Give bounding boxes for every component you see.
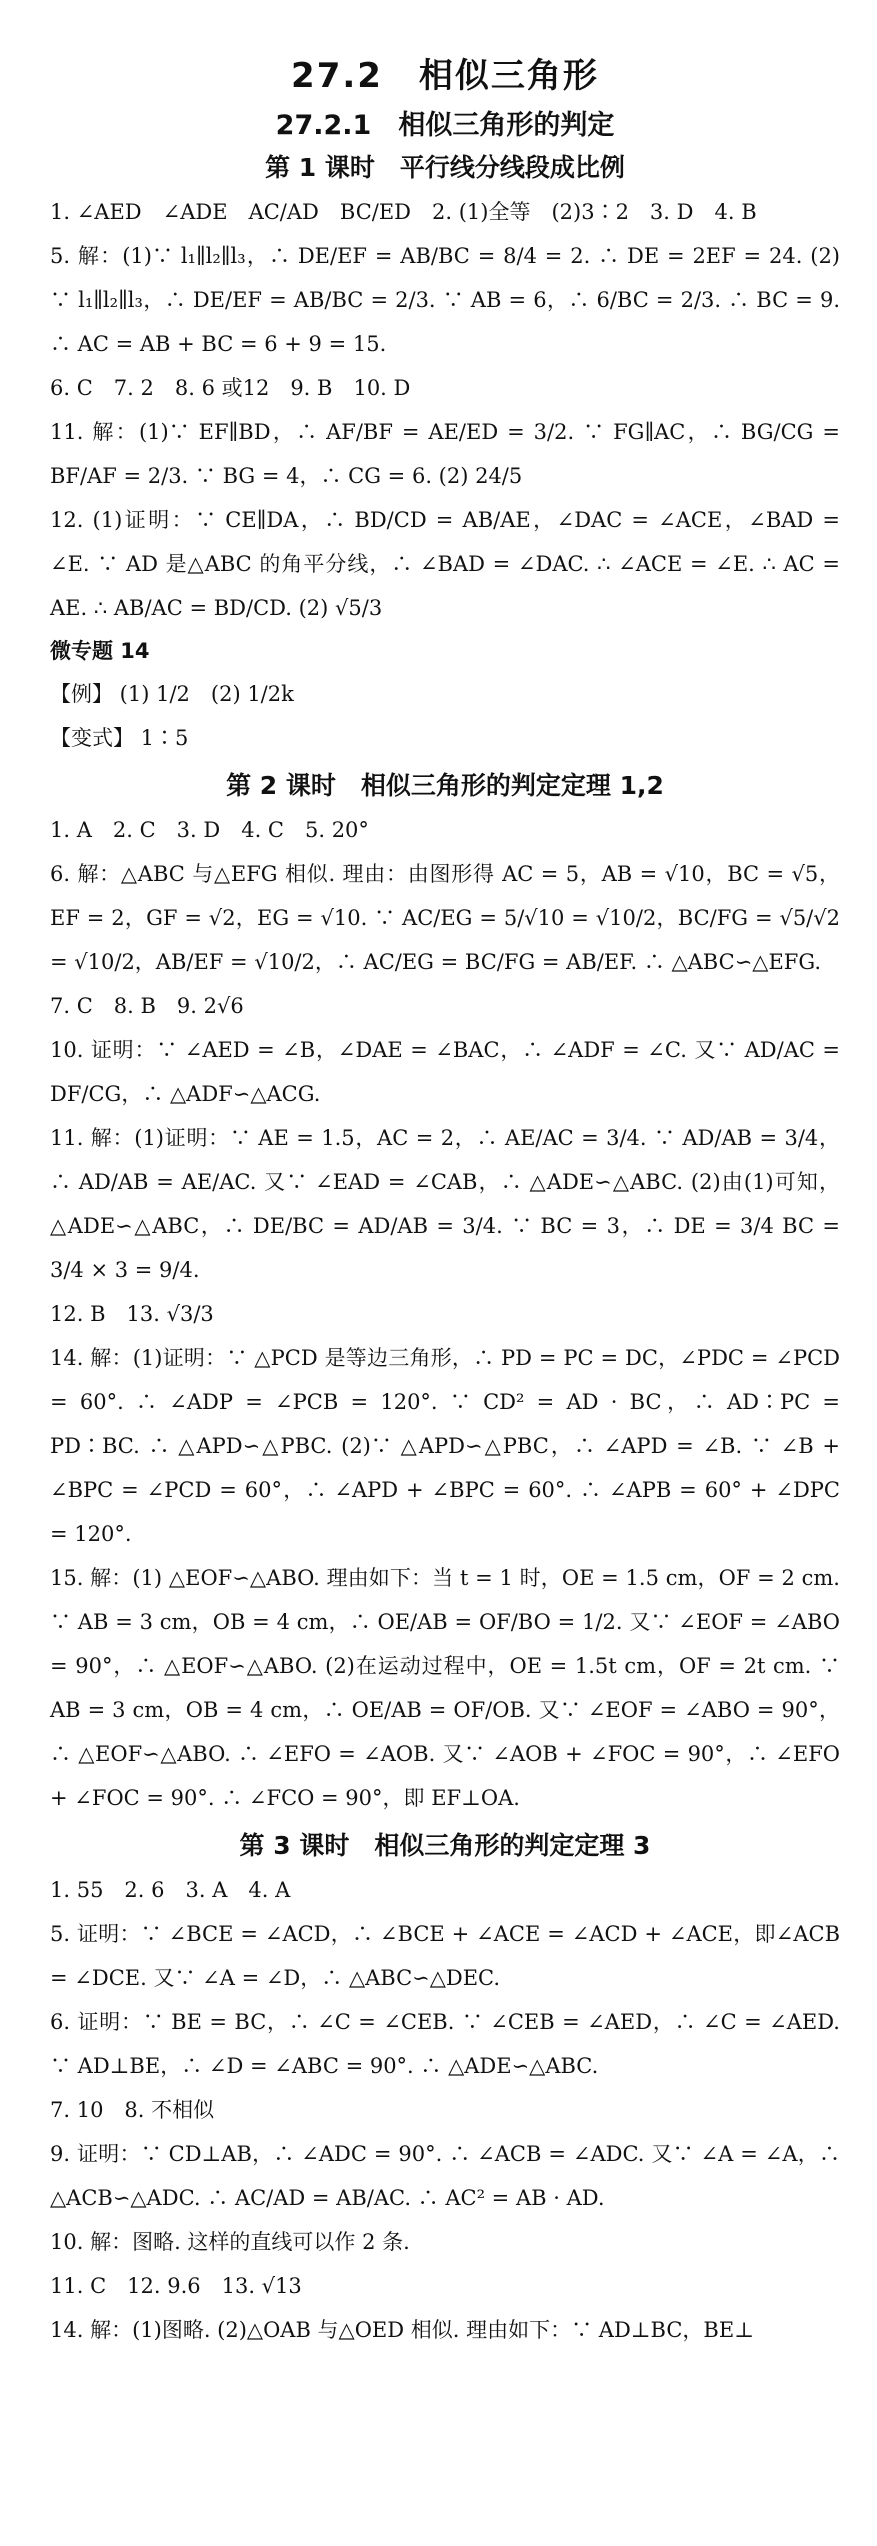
answer-line: 7. 10 8. 不相似 <box>50 2098 215 2122</box>
answer-line: 11. 解：(1)∵ EF∥BD，∴ AF/BF = AE/ED = 3/2. ∵ FG∥AC，∴ BG/CG = BF/AF = 2/3. ∵ BG = 4，∴ CG = 6. (2) 24/5 <box>50 420 840 488</box>
answer-line: 11. C 12. 9.6 13. √13 <box>50 2274 302 2298</box>
answer-line: 6. 证明：∵ BE = BC，∴ ∠C = ∠CEB. ∵ ∠CEB = ∠AED，∴ ∠C = ∠AED. ∵ AD⊥BE，∴ ∠D = ∠ABC = 90°. ∴ △ADE∽△ABC. <box>50 2010 840 2078</box>
variant-line: 【变式】 1∶5 <box>50 726 189 750</box>
answer-page <box>50 48 840 2352</box>
answer-line: 5. 解：(1)∵ l₁∥l₂∥l₃，∴ DE/EF = AB/BC = 8/4 = 2. ∴ DE = 2EF = 24. (2) ∵ l₁∥l₂∥l₃，∴ DE/EF = AB/BC = 2/3. ∵ AB = 6，∴ 6/BC = 2/3. ∴ BC = 9. ∴ AC = AB + BC = 6 + 9 = 15. <box>50 244 840 356</box>
answer-line: 10. 解：图略. 这样的直线可以作 2 条. <box>50 2230 410 2254</box>
lesson-3-title: 第 3 课时 相似三角形的判定定理 3 <box>239 1831 651 1860</box>
section-title: 27.2 相似三角形 <box>291 56 599 96</box>
lesson-1-title: 第 1 课时 平行线分线段成比例 <box>265 153 625 182</box>
answer-line: 14. 解：(1)证明：∵ △PCD 是等边三角形，∴ PD = PC = DC，∠PDC = ∠PCD = 60°. ∴ ∠ADP = ∠PCB = 120°. ∵ CD² = AD · BC，∴ AD∶PC = PD∶BC. ∴ △APD∽△PBC. (2)∵ △APD∽△PBC，∴ ∠APD = ∠B. ∵ ∠B + ∠BPC = ∠PCD = 60°，∴ ∠APD + ∠BPC = 60°. ∴ ∠APB = 60° + ∠DPC = 120°. <box>50 1346 840 1546</box>
answer-line: 6. C 7. 2 8. 6 或12 9. B 10. D <box>50 376 411 400</box>
lesson-2-title: 第 2 课时 相似三角形的判定定理 1,2 <box>226 771 664 800</box>
answer-line: 12. B 13. √3/3 <box>50 1302 214 1326</box>
answer-line: 12. (1)证明：∵ CE∥DA，∴ BD/CD = AB/AE，∠DAC = ∠ACE，∠BAD = ∠E. ∵ AD 是△ABC 的角平分线，∴ ∠BAD = ∠DAC. ∴ ∠ACE = ∠E. ∴ AC = AE. ∴ AB/AC = BD/CD. (2) √5/3 <box>50 508 840 620</box>
answer-line: 1. 55 2. 6 3. A 4. A <box>50 1878 291 1902</box>
answer-line: 1. A 2. C 3. D 4. C 5. 20° <box>50 818 369 842</box>
answer-line: 15. 解：(1) △EOF∽△ABO. 理由如下：当 t = 1 时，OE = 1.5 cm，OF = 2 cm. ∵ AB = 3 cm，OB = 4 cm，∴ OE/AB = OF/BO = 1/2. 又∵ ∠EOF = ∠ABO = 90°，∴ △EOF∽△ABO. (2)在运动过程中，OE = 1.5t cm，OF = 2t cm. ∵ AB = 3 cm，OB = 4 cm，∴ OE/AB = OF/OB. 又∵ ∠EOF = ∠ABO = 90°，∴ △EOF∽△ABO. ∴ ∠EFO = ∠AOB. 又∵ ∠AOB + ∠FOC = 90°，∴ ∠EFO + ∠FOC = 90°. ∴ ∠FCO = 90°，即 EF⊥OA. <box>50 1566 840 1810</box>
special-topic-title: 微专题 14 <box>50 639 150 663</box>
subsection-title: 27.2.1 相似三角形的判定 <box>275 110 615 141</box>
answer-line: 9. 证明：∵ CD⊥AB，∴ ∠ADC = 90°. ∴ ∠ACB = ∠ADC. 又∵ ∠A = ∠A，∴ △ACB∽△ADC. ∴ AC/AD = AB/AC. ∴ AC² = AB · AD. <box>50 2142 840 2210</box>
answer-line: 6. 解：△ABC 与△EFG 相似. 理由：由图形得 AC = 5，AB = √10，BC = √5，EF = 2，GF = √2，EG = √10. ∵ AC/EG = 5/√10 = √10/2，BC/FG = √5/√2 = √10/2，AB/EF = √10/2，∴ AC/EG = BC/FG = AB/EF. ∴ △ABC∽△EFG. <box>50 862 840 974</box>
answer-line: 10. 证明：∵ ∠AED = ∠B，∠DAE = ∠BAC，∴ ∠ADF = ∠C. 又∵ AD/AC = DF/CG，∴ △ADF∽△ACG. <box>50 1038 840 1106</box>
answer-line: 5. 证明：∵ ∠BCE = ∠ACD，∴ ∠BCE + ∠ACE = ∠ACD + ∠ACE，即∠ACB = ∠DCE. 又∵ ∠A = ∠D，∴ △ABC∽△DEC. <box>50 1922 840 1990</box>
answer-line: 14. 解：(1)图略. (2)△OAB 与△OED 相似. 理由如下：∵ AD⊥BC，BE⊥ <box>50 2318 754 2342</box>
answer-line: 7. C 8. B 9. 2√6 <box>50 994 244 1018</box>
answer-line: 11. 解：(1)证明：∵ AE = 1.5，AC = 2，∴ AE/AC = 3/4. ∵ AD/AB = 3/4，∴ AD/AB = AE/AC. 又∵ ∠EAD = ∠CAB，∴ △ADE∽△ABC. (2)由(1)可知，△ADE∽△ABC，∴ DE/BC = AD/AB = 3/4. ∵ BC = 3，∴ DE = 3/4 BC = 3/4 × 3 = 9/4. <box>50 1126 840 1282</box>
example-line: 【例】 (1) 1/2 (2) 1/2k <box>50 682 294 706</box>
answer-line: 1. ∠AED ∠ADE AC/AD BC/ED 2. (1)全等 (2)3∶2 3. D 4. B <box>50 200 757 224</box>
